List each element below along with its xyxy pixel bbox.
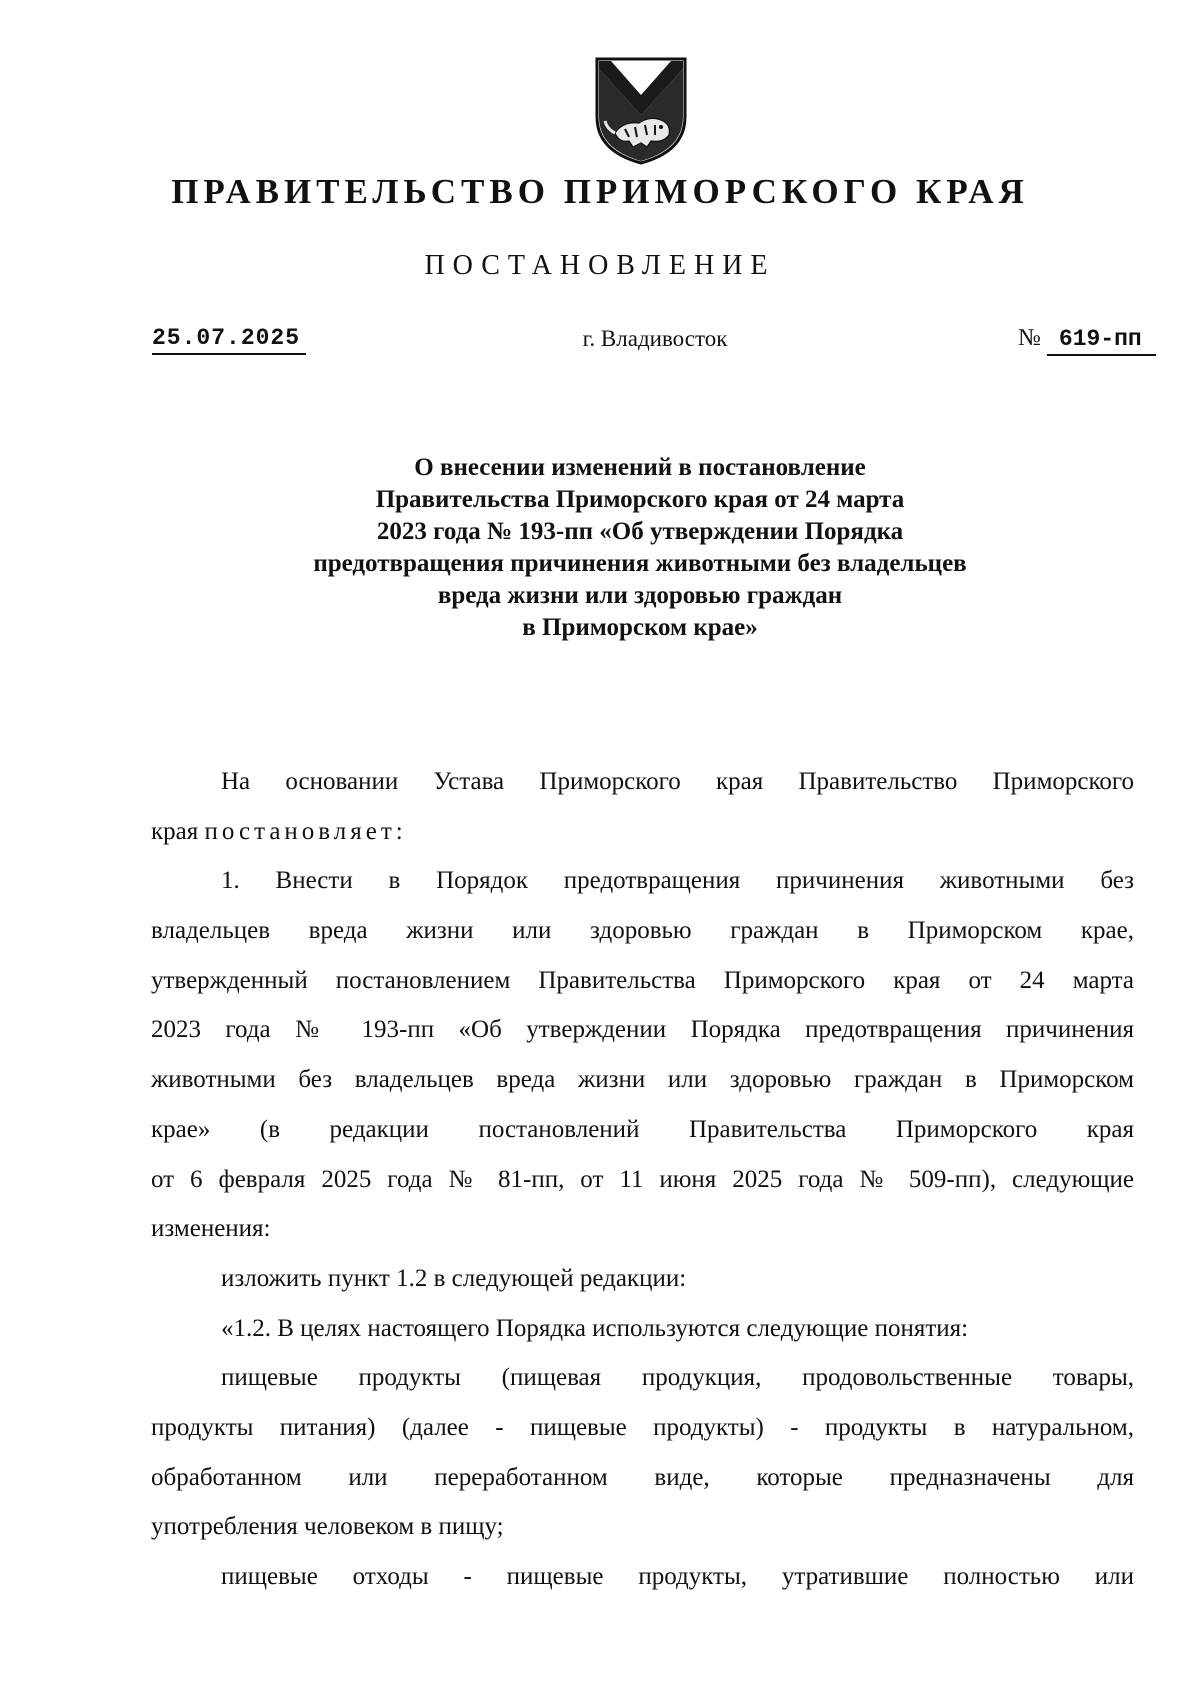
primorsky-krai-coat-of-arms-icon (593, 55, 689, 167)
body-line: от 6 февраля 2025 года № 81-пп, от 11 июня 2025 года № 509-пп), следующие (151, 1165, 1134, 1193)
body-line: 2023 года № 193-пп «Об утверждении Порядка предотвращения причинения (151, 1016, 1134, 1044)
government-title: ПРАВИТЕЛЬСТВО ПРИМОРСКОГО КРАЯ (171, 172, 1029, 211)
document-body (151, 757, 1134, 1602)
document-number (1018, 325, 1156, 356)
body-line: употребления человеком в пищу; (151, 1513, 504, 1541)
body-line: крае» (в редакции постановлений Правительства Приморского края (151, 1115, 1134, 1143)
body-line: пищевые отходы - пищевые продукты, утратившие полностью или (221, 1563, 1134, 1590)
body-line: обработанном или переработанном виде, которые предназначены для (151, 1463, 1134, 1491)
body-text-spaced: постановляет: (204, 817, 407, 845)
heading-line: 2023 года № 193-пп «Об утверждении Порядка (376, 518, 904, 545)
body-line: владельцев вреда жизни или здоровью граждан в Приморском крае, (151, 917, 1134, 945)
document-heading (200, 452, 1080, 644)
body-text: края (151, 817, 199, 845)
body-line: утвержденный постановлением Правительства Приморского края от 24 марта (151, 966, 1134, 994)
number-sign: № (1018, 325, 1041, 351)
body-line: животными без владельцев вреда жизни или здоровью граждан в Приморском (151, 1066, 1134, 1094)
heading-line: Правительства Приморского края от 24 марта (375, 486, 905, 513)
body-line: 1. Внести в Порядок предотвращения причинения животными без (221, 867, 1134, 895)
heading-line: О внесении изменений в постановление (414, 454, 866, 481)
heading-line: вреда жизни или здоровью граждан (437, 582, 843, 609)
heading-line: в Приморском крае» (522, 614, 758, 641)
heading-line: предотвращения причинения животными без владельцев (313, 550, 967, 577)
document-date: 25.07.2025 (152, 325, 306, 355)
document-city: г. Владивосток (582, 326, 728, 351)
body-line: изложить пункт 1.2 в следующей редакции: (221, 1264, 687, 1292)
body-line: «1.2. В целях настоящего Порядка используются следующие понятия: (221, 1314, 969, 1342)
body-line: пищевые продукты (пищевая продукция, продовольственные товары, (221, 1364, 1134, 1392)
body-line: На основании Устава Приморского края Правительство Приморского (221, 768, 1134, 795)
number-value: 619-пп (1047, 326, 1156, 356)
body-line: продукты питания) (далее - пищевые продукты) - продукты в натуральном, (151, 1413, 1134, 1441)
body-line (151, 807, 1134, 857)
document-type: ПОСТАНОВЛЕНИЕ (424, 250, 776, 281)
body-line: изменения: (151, 1215, 271, 1243)
